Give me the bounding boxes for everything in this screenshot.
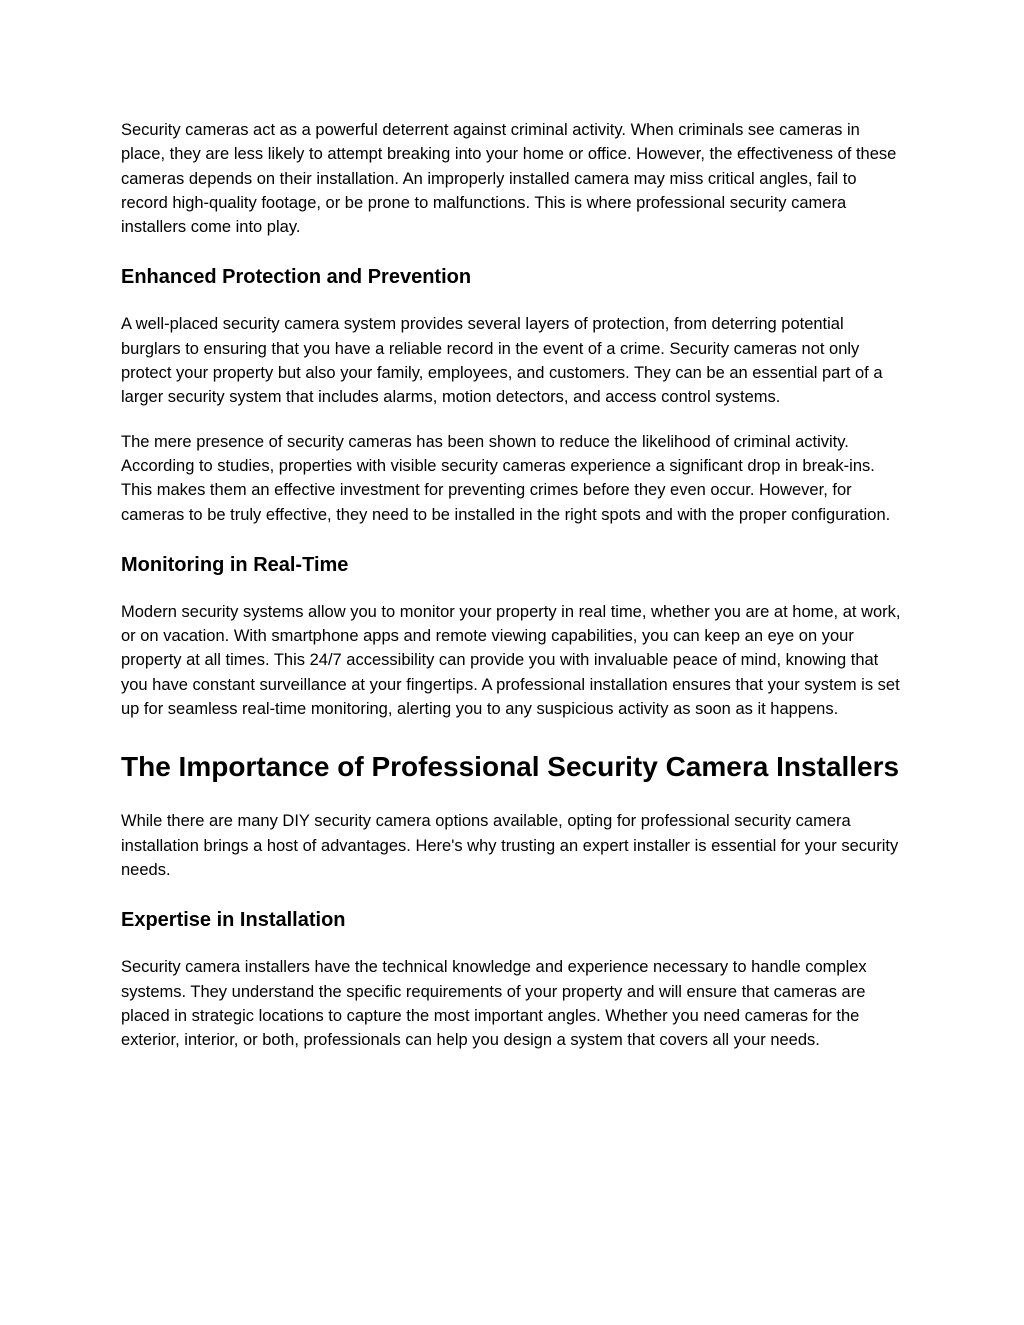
intro-paragraph: Security cameras act as a powerful deterrent against criminal activity. When criminals see cameras in place, they are less likely to attempt breaking into your home or office. However, the effectiveness of these cameras depends on their installation. An improperly installed camera may miss critical angles, fail to record high-quality footage, or be prone to malfunctions. This is where professional security camera installers come into play. — [121, 121, 897, 237]
paragraph-mere-presence: The mere presence of security cameras has been shown to reduce the likelihood of criminal activity. According to studies, properties with visible security cameras experience a significant drop in break-ins. This makes them an effective investment for preventing crimes before they even occur. However, for cameras to be truly effective, they need to be installed in the right spots and with the proper configuration. — [121, 432, 891, 524]
paragraph-diy-options: While there are many DIY security camera options available, opting for professional security camera installation brings a host of advantages. Here's why trusting an expert installer is essential for your security needs. — [121, 812, 899, 879]
heading-importance-installers: The Importance of Professional Security Camera Installers — [121, 751, 900, 783]
heading-monitoring-real-time: Monitoring in Real-Time — [121, 553, 349, 576]
heading-enhanced-protection: Enhanced Protection and Prevention — [121, 266, 472, 289]
paragraph-technical-knowledge: Security camera installers have the technical knowledge and experience necessary to handle complex systems. They understand the specific requirements of your property and will ensure that cameras are placed in strategic locations to capture the most important angles. Whether you need cameras for the exterior, interior, or both, professionals can help you design a system that covers all your needs. — [121, 958, 867, 1050]
document-page — [121, 118, 907, 1052]
paragraph-protection-layers: A well-placed security camera system provides several layers of protection, from deterring potential burglars to ensuring that you have a reliable record in the event of a crime. Security cameras not only protect your property but also your family, employees, and customers. They can be an essential part of a larger security system that includes alarms, motion detectors, and access control systems. — [121, 315, 883, 407]
heading-expertise-installation: Expertise in Installation — [121, 909, 346, 932]
paragraph-modern-systems: Modern security systems allow you to monitor your property in real time, whether you are at home, at work, or on vacation. With smartphone apps and remote viewing capabilities, you can keep an eye on your property at all times. This 24/7 accessibility can provide you with invaluable peace of mind, knowing that you have constant surveillance at your fingertips. A professional installation ensures that your system is set up for seamless real-time monitoring, alerting you to any suspicious activity as soon as it happens. — [121, 602, 901, 719]
